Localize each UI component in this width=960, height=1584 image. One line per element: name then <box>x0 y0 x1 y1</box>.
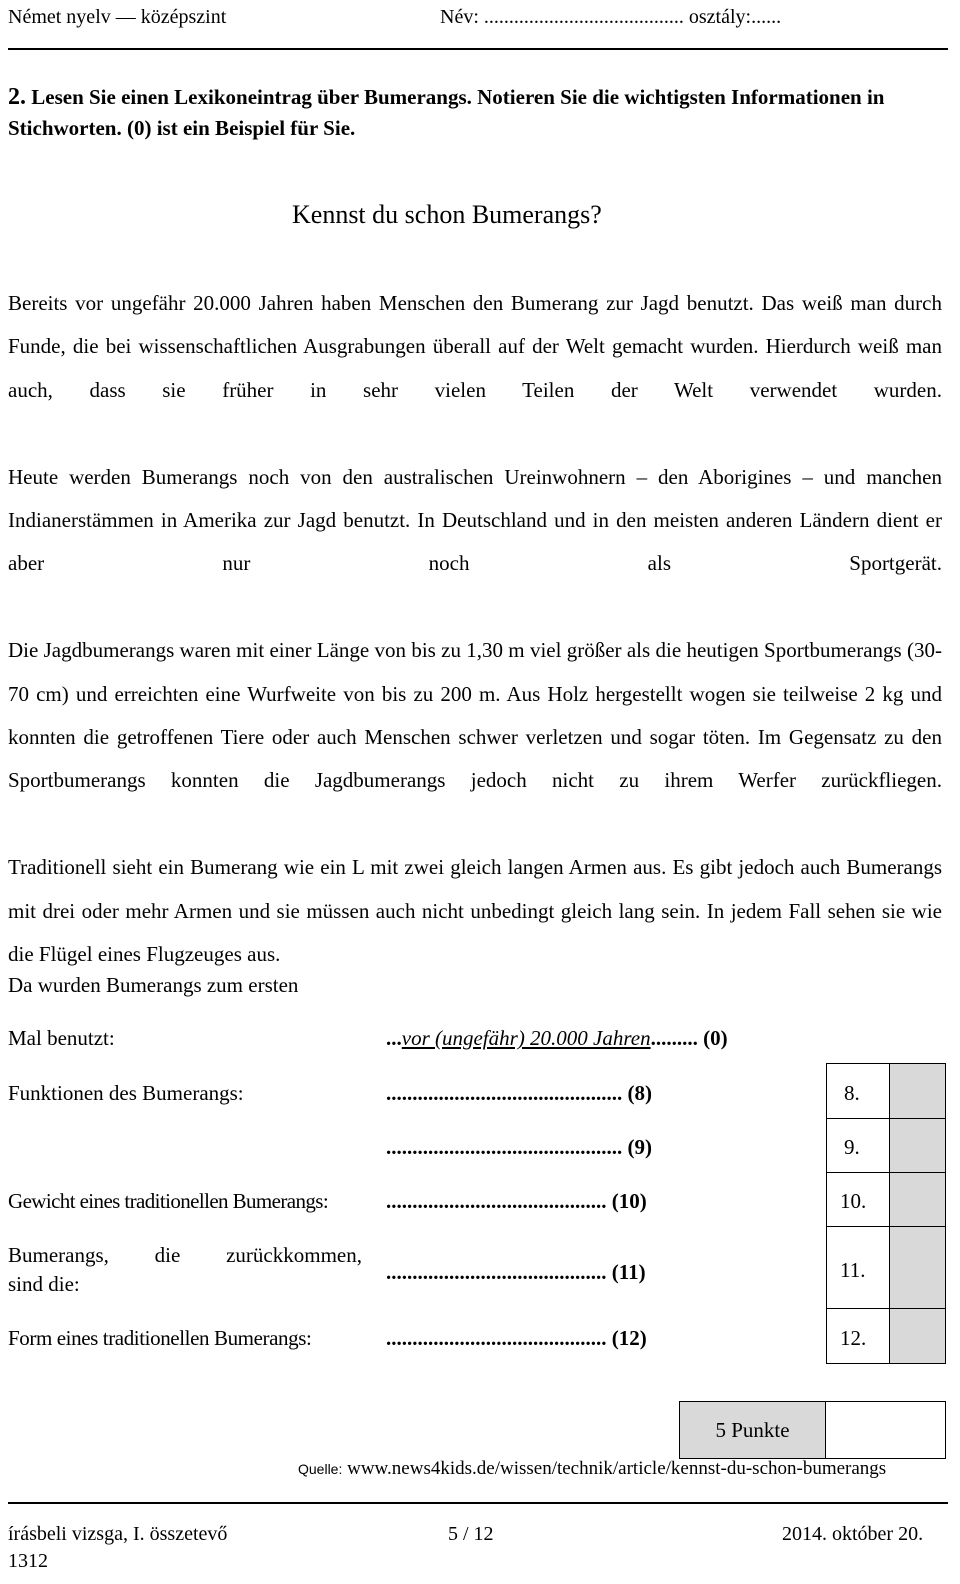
q0-number: (0) <box>703 1026 728 1050</box>
q10-answer-line[interactable]: .......................................... (10) <box>386 1189 647 1213</box>
article-paragraph-1: Bereits vor ungefähr 20.000 Jahren haben Menschen den Bumerang zur Jagd benutzt. Das weiß man durch Funde, die bei wissenschaftlichen Ausgrabungen überall auf der Welt gemacht wurden. Hierdurch weiß man auch, dass sie früher in sehr vielen Teilen der Welt verwendet wurden. <box>8 291 942 402</box>
source-label: Quelle: <box>298 1461 343 1477</box>
total-score-label-cell <box>679 1401 826 1459</box>
q8-label: Funktionen des Bumerangs: <box>8 1081 244 1105</box>
footer-date: 2014. október 20. <box>782 1523 924 1545</box>
q12-answer-line[interactable]: .......................................... (12) <box>386 1326 647 1350</box>
task-text: Lesen Sie einen Lexikoneintrag über Bumerangs. Notieren Sie die wichtigsten Informationen in Stichworten. (0) ist ein Beispiel für Sie. <box>8 85 885 140</box>
task-instruction <box>8 82 948 144</box>
score-label-8: 8. <box>844 1081 860 1105</box>
footer-page-number: 5 / 12 <box>448 1523 494 1545</box>
score-label-9: 9. <box>844 1135 860 1159</box>
total-score-value-cell <box>826 1401 946 1459</box>
q0-label-line1: Da wurden Bumerangs zum ersten <box>8 973 299 997</box>
footer-exam-info: írásbeli vizsga, I. összetevő <box>8 1523 228 1545</box>
source-url: www.news4kids.de/wissen/technik/article/kennst-du-schon-bumerangs <box>347 1458 887 1479</box>
q0-label-line2: Mal benutzt: <box>8 1026 115 1050</box>
article-paragraph-3: Die Jagdbumerangs waren mit einer Länge von bis zu 1,30 m viel größer als die heutigen Sportbumerangs (30-70 cm) und erreichten eine Wurfweite von bis zu 200 m. Aus Holz hergestellt wogen sie teilweise 2 kg und konnten die getroffenen Tiere oder auch Menschen schwer verletzen und sogar töten. Im Gegensatz zu den Sportbumerangs konnten die Jagdbumerangs jedoch nicht zu ihrem Werfer zurückfliegen. <box>8 638 942 793</box>
score-box-8 <box>888 1063 946 1120</box>
score-label-11: 11. <box>840 1258 866 1282</box>
score-label-10: 10. <box>840 1189 867 1213</box>
header-name-class: Név: ........................................ osztály:...... <box>440 6 782 28</box>
score-box-11 <box>888 1226 946 1310</box>
q0-example-text: vor (ungefähr) 20.000 Jahren <box>401 1026 651 1050</box>
header-divider <box>8 48 948 50</box>
score-box-12 <box>888 1308 946 1364</box>
article-paragraph-4: Traditionell sieht ein Bumerang wie ein L mit zwei gleich langen Armen aus. Es gibt jedoch auch Bumerangs mit drei oder mehr Armen und sie müssen auch nicht unbedingt gleich lang sein. In jedem Fall sehen sie wie die Flügel eines Flugzeuges aus. <box>8 855 942 967</box>
header-subject: Német nyelv — középszint <box>8 6 227 28</box>
total-score-label: 5 Punkte <box>715 1418 790 1442</box>
footer-divider <box>8 1502 948 1504</box>
q12-label: Form eines traditionellen Bumerangs: <box>8 1326 312 1350</box>
score-box-10 <box>888 1172 946 1228</box>
q0-answer-example: ...vor (ungefähr) 20.000 Jahren......... (0) <box>386 1026 728 1050</box>
q11-answer-line[interactable]: .......................................... (11) <box>386 1260 646 1284</box>
score-box-9 <box>888 1118 946 1174</box>
q9-answer-line[interactable]: ............................................. (9) <box>386 1135 652 1159</box>
score-label-12: 12. <box>840 1326 867 1350</box>
article-paragraph-2: Heute werden Bumerangs noch von den australischen Ureinwohnern – den Aborigines – und manchen Indianerstämmen in Amerika zur Jagd benutzt. In Deutschland und in den meisten anderen Ländern dient er aber nur noch als Sportgerät. <box>8 464 942 576</box>
q10-label: Gewicht eines traditionellen Bumerangs: <box>8 1189 329 1213</box>
q11-label-line1: Bumerangs, die zurückkommen, <box>8 1243 362 1267</box>
article-body <box>8 282 942 977</box>
source-citation <box>298 1457 886 1481</box>
q8-answer-line[interactable]: ............................................. (8) <box>386 1081 652 1105</box>
q11-label-line2: sind die: <box>8 1272 80 1296</box>
task-number: 2. <box>8 84 26 110</box>
footer-code: 1312 <box>8 1550 48 1572</box>
article-title: Kennst du schon Bumerangs? <box>292 200 602 229</box>
